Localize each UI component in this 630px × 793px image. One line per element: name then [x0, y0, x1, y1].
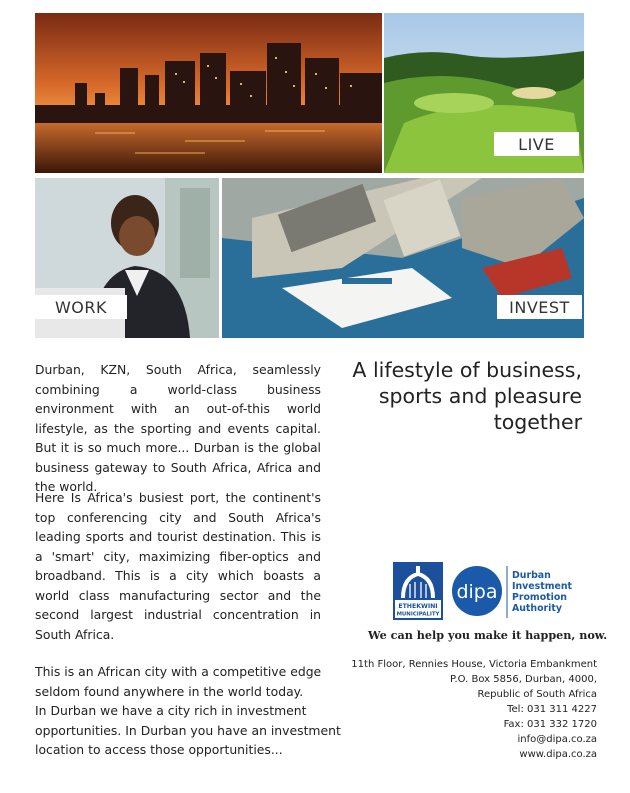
city-skyline-photo [35, 13, 382, 173]
municipality-text: MUNICIPALITY [396, 611, 440, 618]
ethekwini-text: ETHEKWINI [398, 603, 438, 610]
investment-paragraph-line: This is an African city with a competitive edge [35, 664, 322, 679]
work-label: WORK [35, 295, 127, 319]
headline-line: together [493, 410, 582, 434]
port-paragraph-text: Here Is Africa's busiest port, the continent's top conferencing city and South Africa's leading sports and tourist destination. This is a 'smart' city, maximizing fiber-optics and broadband. This is a city which boasts a world class manufacturing sector and the second largest industrial concentration in South Africa. [35, 490, 321, 642]
investment-paragraph-line: In Durban we have a city rich in investment [35, 703, 307, 718]
fax-number: Fax: 031 332 1720 [503, 719, 597, 730]
headline [322, 357, 582, 435]
investment-paragraph [35, 662, 341, 760]
headline-line: sports and pleasure [378, 384, 582, 408]
phone-number: Tel: 031 311 4227 [507, 704, 597, 715]
live-label: LIVE [494, 132, 579, 156]
investment-paragraph-line: opportunities. In Durban you have an investment [35, 722, 341, 738]
address-line: 11th Floor, Rennies House, Victoria Embankment [351, 659, 597, 670]
headline-line: A lifestyle of business, [352, 358, 582, 382]
dipa-name-line: Authority [512, 603, 562, 614]
dipa-name-line: Promotion [512, 592, 567, 603]
invest-label: INVEST [497, 295, 582, 319]
ethekwini-municipality-logo [393, 562, 443, 620]
tagline: We can help you make it happen, now. [368, 628, 608, 642]
contact-address [337, 657, 597, 762]
dipa-name-line: Durban [512, 570, 551, 581]
dipa-mark-text: dipa [456, 581, 498, 603]
port-paragraph [35, 488, 321, 644]
dipa-name-line: Investment [512, 581, 572, 592]
email-address[interactable]: info@dipa.co.za [517, 734, 597, 745]
address-line: P.O. Box 5856, Durban, 4000, [450, 674, 597, 685]
dipa-logo [452, 566, 572, 618]
intro-paragraph-text: Durban, KZN, South Africa, seamlessly combining a world-class business environment with an out-of-this world lifestyle, as the sporting and events capital. But it is so much more... Durban is the global business gateway to South Africa, Africa and the world. [35, 362, 321, 494]
logos-block [393, 560, 593, 622]
investment-paragraph-line: location to access those opportunities... [35, 742, 283, 757]
investment-paragraph-line: seldom found anywhere in the world today. [35, 683, 304, 699]
address-line: Republic of South Africa [477, 689, 597, 700]
intro-paragraph [35, 360, 321, 497]
website-url[interactable]: www.dipa.co.za [519, 749, 597, 760]
